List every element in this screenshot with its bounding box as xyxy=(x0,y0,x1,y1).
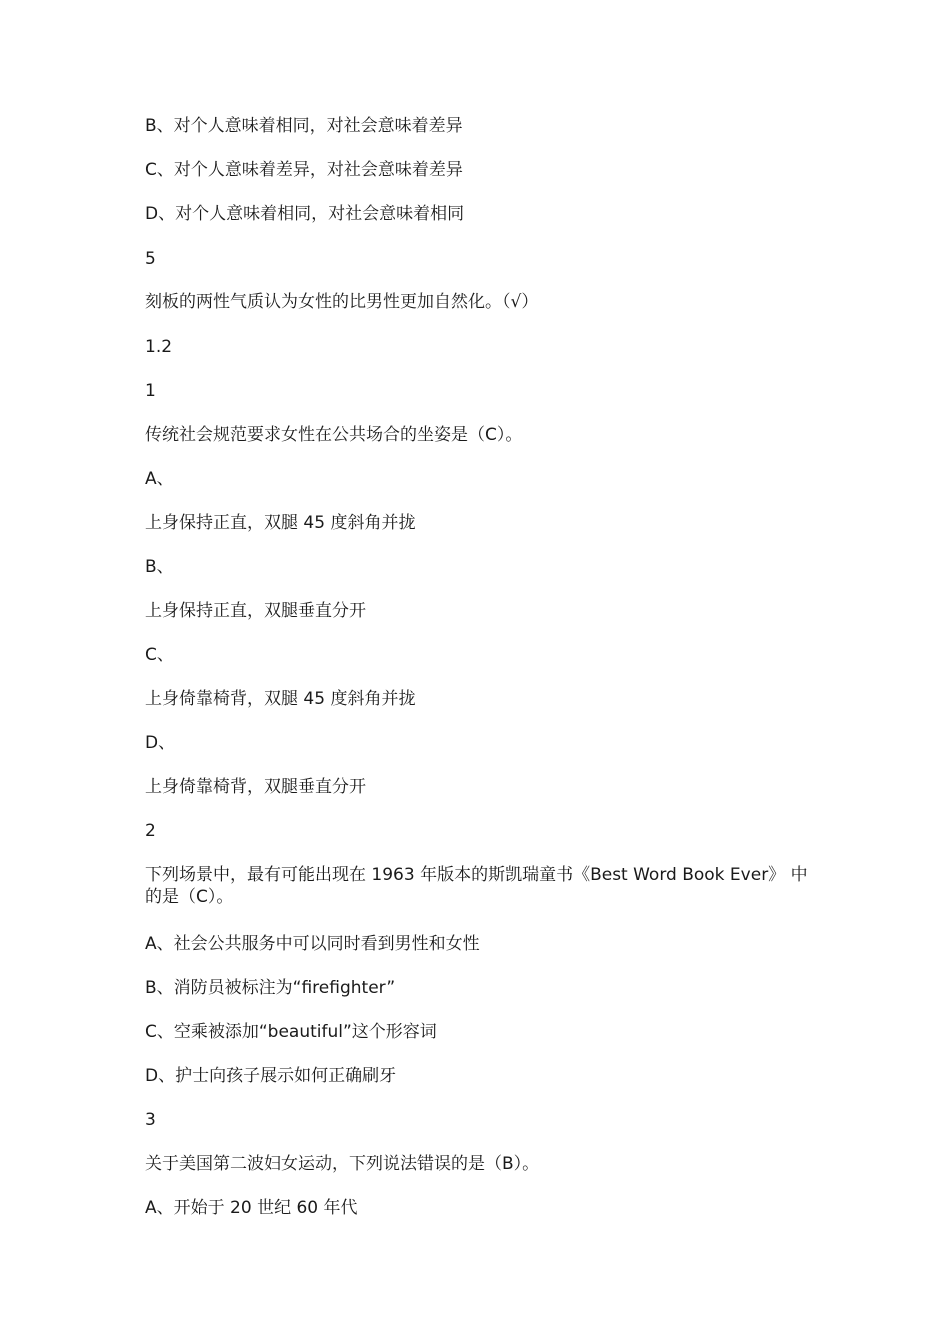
option-b-label: B、 xyxy=(145,557,174,577)
option-a: A、社会公共服务中可以同时看到男性和女性 xyxy=(145,934,480,954)
option-b: B、消防员被标注为“firefighter” xyxy=(145,978,396,998)
option-d: D、对个人意味着相同，对社会意味着相同 xyxy=(145,204,465,224)
option-d-text: 上身倚靠椅背，双腿垂直分开 xyxy=(145,777,366,797)
option-c-label: C、 xyxy=(145,645,174,665)
option-b-text: 上身保持正直，双腿垂直分开 xyxy=(145,601,366,621)
option-d-label: D、 xyxy=(145,733,176,753)
question-text: 传统社会规范要求女性在公共场合的坐姿是（C）。 xyxy=(145,425,523,445)
question-text: 关于美国第二波妇女运动，下列说法错误的是（B）。 xyxy=(145,1154,540,1174)
option-a-label: A、 xyxy=(145,469,174,489)
section-number: 1.2 xyxy=(145,337,173,357)
question-number: 5 xyxy=(145,249,156,269)
option-a: A、开始于 20 世纪 60 年代 xyxy=(145,1198,358,1218)
question-number: 3 xyxy=(145,1110,156,1130)
option-c: C、空乘被添加“beautiful”这个形容词 xyxy=(145,1022,437,1042)
option-c: C、对个人意味着差异，对社会意味着差异 xyxy=(145,160,463,180)
question-text: 下列场景中，最有可能出现在 1963 年版本的斯凯瑞童书《Best Word Book Ever》 中的是（C）。 xyxy=(145,865,808,907)
question-number: 1 xyxy=(145,381,156,401)
option-a-text: 上身保持正直，双腿 45 度斜角并拢 xyxy=(145,513,416,533)
option-d: D、护士向孩子展示如何正确刷牙 xyxy=(145,1066,397,1086)
option-c-text: 上身倚靠椅背，双腿 45 度斜角并拢 xyxy=(145,689,416,709)
question-number: 2 xyxy=(145,821,156,841)
question-text: 刻板的两性气质认为女性的比男性更加自然化。（√） xyxy=(145,292,539,312)
option-b: B、对个人意味着相同，对社会意味着差异 xyxy=(145,116,463,136)
